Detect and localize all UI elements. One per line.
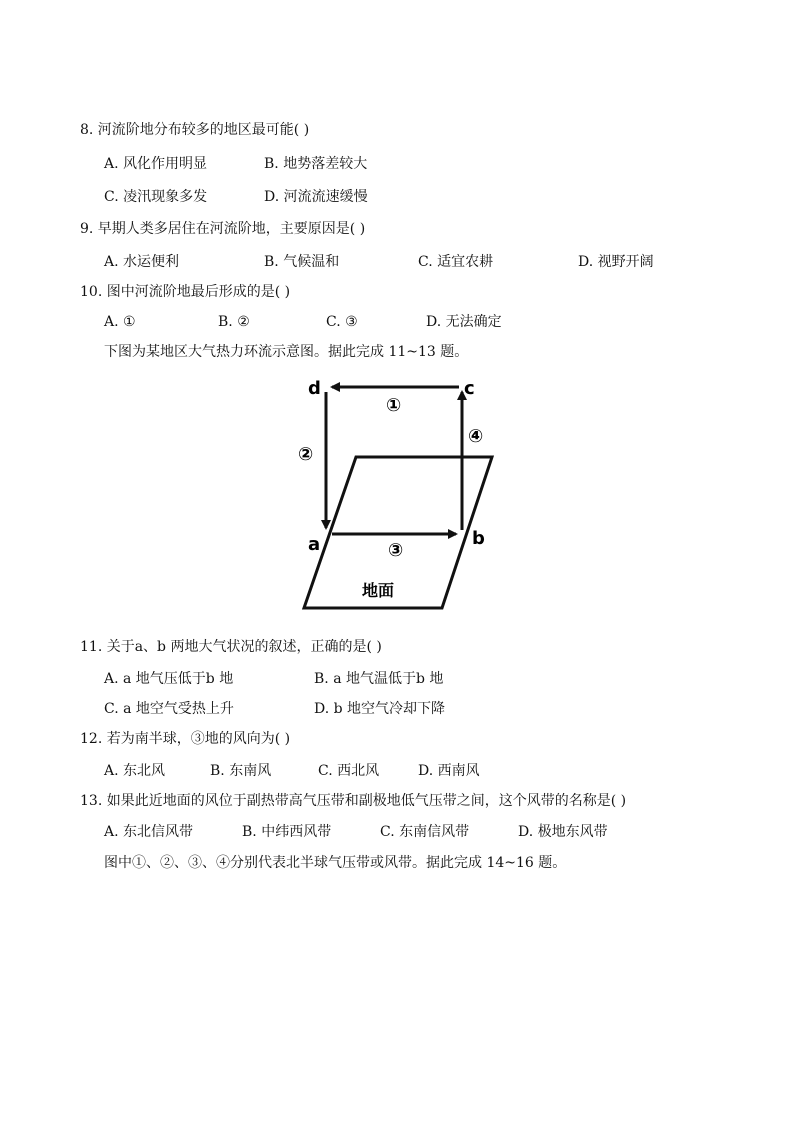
intro-14-16: 图中①、②、③、④分别代表北半球气压带或风带。据此完成 14~16 题。 — [104, 855, 567, 871]
q12-option-d: D. 西南风 — [418, 763, 480, 779]
label-arrow-2: ② — [298, 444, 314, 465]
q13-option-d: D. 极地东风带 — [518, 824, 608, 840]
q10-option-a: A. ① — [104, 314, 136, 330]
q10-option-c: C. ③ — [326, 314, 358, 330]
q12-stem: 12. 若为南半球，③地的风向为( ) — [80, 731, 291, 747]
label-a: a — [308, 534, 321, 555]
ground-label: 地面 — [362, 581, 395, 600]
intro-11-13: 下图为某地区大气热力环流示意图。据此完成 11~13 题。 — [104, 344, 469, 360]
q9-stem: 9. 早期人类多居住在河流阶地，主要原因是( ) — [80, 221, 366, 237]
q12-option-b: B. 东南风 — [210, 763, 272, 779]
q11-option-b: B. a 地气温低于b 地 — [314, 671, 444, 687]
q9-option-d: D. 视野开阔 — [578, 254, 654, 270]
label-arrow-3: ③ — [388, 540, 404, 561]
q9-option-c: C. 适宜农耕 — [418, 254, 494, 270]
q8-stem: 8. 河流阶地分布较多的地区最可能( ) — [80, 122, 310, 138]
q13-option-c: C. 东南信风带 — [380, 824, 470, 840]
label-d: d — [308, 378, 321, 399]
thermal-circulation-diagram — [296, 370, 502, 616]
q8-option-c: C. 凌汛现象多发 — [104, 189, 208, 205]
label-c: c — [464, 378, 475, 399]
q12-option-a: A. 东北风 — [104, 763, 166, 779]
q12-option-c: C. 西北风 — [318, 763, 380, 779]
label-arrow-4: ④ — [468, 426, 484, 447]
label-b: b — [472, 528, 485, 549]
q8-option-a: A. 风化作用明显 — [104, 156, 208, 172]
q9-option-b: B. 气候温和 — [264, 254, 340, 270]
q8-option-b: B. 地势落差较大 — [264, 156, 368, 172]
q9-option-a: A. 水运便利 — [104, 254, 180, 270]
q10-option-b: B. ② — [218, 314, 250, 330]
q13-option-a: A. 东北信风带 — [104, 824, 194, 840]
q13-option-b: B. 中纬西风带 — [242, 824, 332, 840]
q10-option-d: D. 无法确定 — [426, 314, 502, 330]
q11-option-d: D. b 地空气冷却下降 — [314, 701, 446, 717]
q11-option-c: C. a 地空气受热上升 — [104, 701, 234, 717]
q11-stem: 11. 关于a、b 两地大气状况的叙述，正确的是( ) — [80, 639, 382, 655]
q13-stem: 13. 如果此近地面的风位于副热带高气压带和副极地低气压带之间，这个风带的名称是( ) — [80, 793, 627, 809]
label-arrow-1: ① — [386, 395, 402, 416]
q8-option-d: D. 河流流速缓慢 — [264, 189, 368, 205]
q11-option-a: A. a 地气压低于b 地 — [104, 671, 234, 687]
q10-stem: 10. 图中河流阶地最后形成的是( ) — [80, 284, 291, 300]
